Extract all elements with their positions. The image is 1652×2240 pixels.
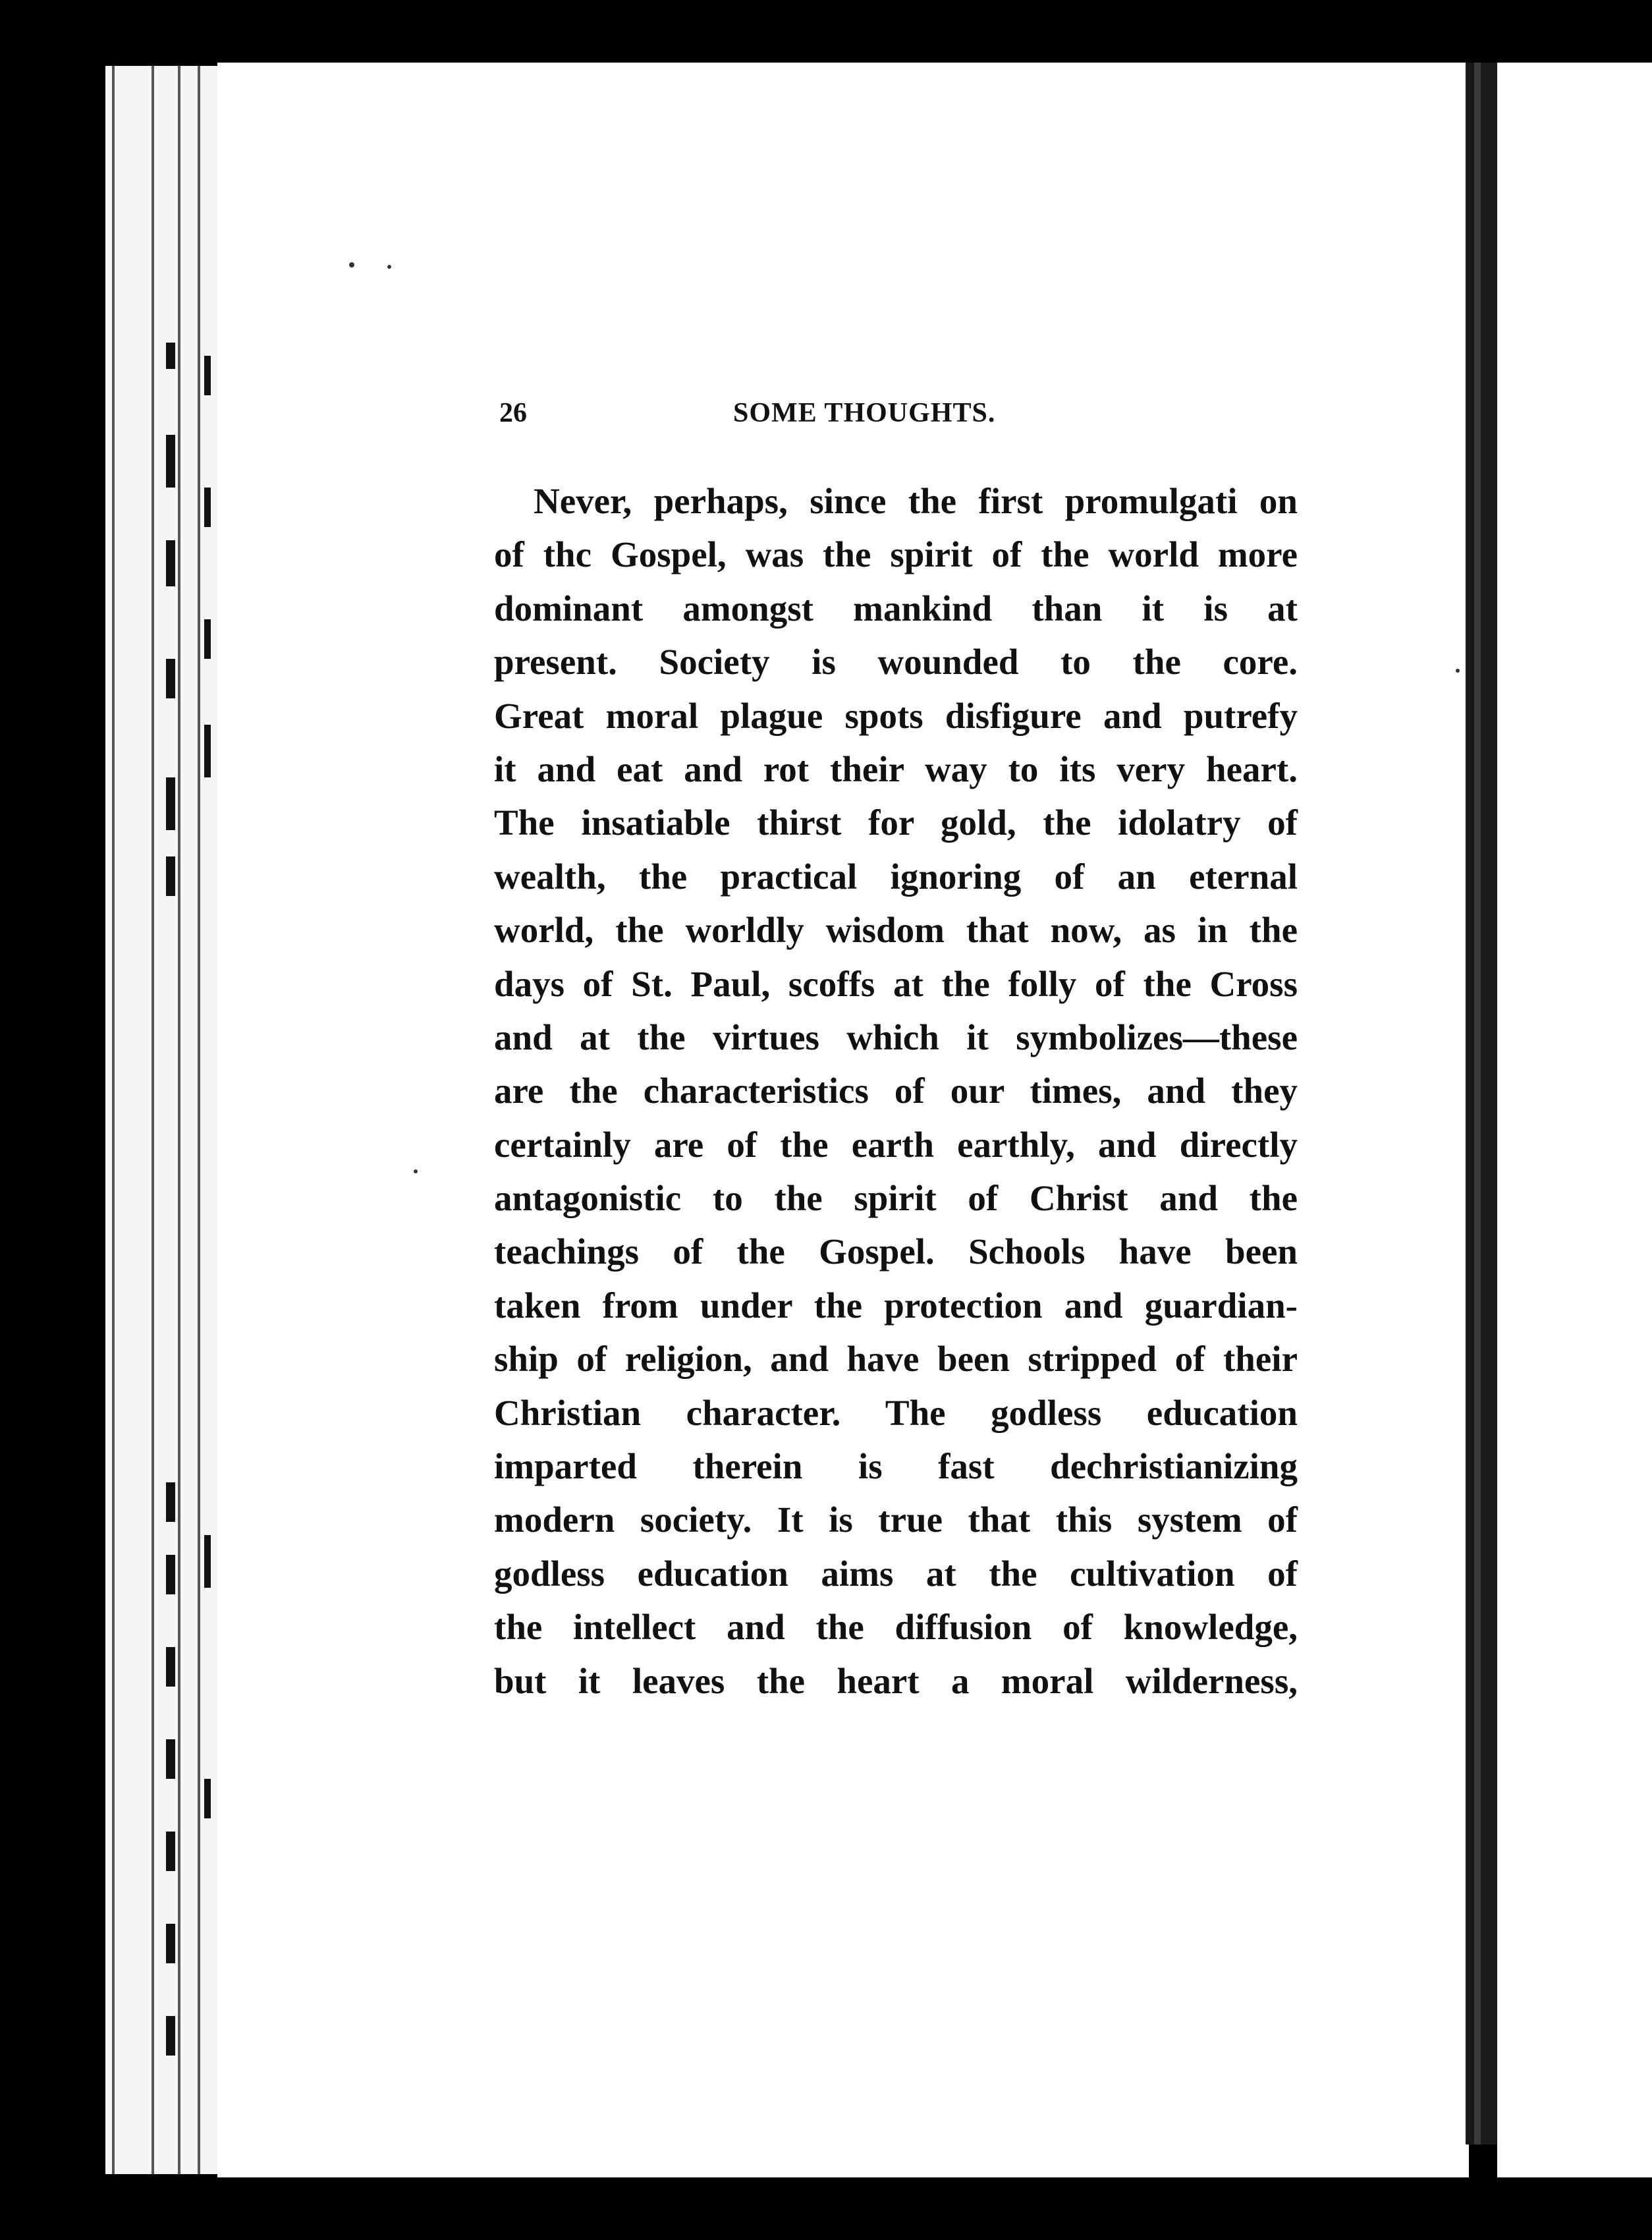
text-line: of thc Gospel, was the spirit of the world more — [494, 534, 1298, 575]
speck — [387, 265, 391, 269]
edge-line — [151, 66, 154, 2174]
edge-mark — [204, 1535, 211, 1588]
page-gutter-shade — [1474, 63, 1481, 2144]
text-line: Great moral plague spots disfigure and putrefy — [494, 695, 1298, 736]
text-line: wealth, the practical ignoring of an eternal — [494, 856, 1298, 897]
text-line: godless education aims at the cultivation of — [494, 1553, 1298, 1594]
text-line: teachings of the Gospel. Schools have been — [494, 1231, 1298, 1272]
text-line: imparted therein is fast dechristianizing — [494, 1446, 1298, 1487]
text-line: Christian character. The godless education — [494, 1392, 1298, 1433]
text-line: ship of religion, and have been stripped of their — [494, 1339, 1298, 1380]
page-edges — [105, 66, 224, 2174]
text-line: the intellect and the diffusion of knowledge, — [494, 1607, 1298, 1648]
page-gutter — [1466, 63, 1497, 2144]
edge-mark — [204, 488, 211, 527]
speck — [349, 262, 354, 267]
text-line: it and eat and rot their way to its very heart. — [494, 748, 1298, 789]
edge-mark — [166, 1924, 175, 1963]
edge-line — [112, 66, 115, 2174]
text-line: taken from under the protection and guardian- — [494, 1285, 1298, 1326]
edge-mark — [166, 1482, 175, 1522]
text-line: but it leaves the heart a moral wilderness, — [494, 1660, 1298, 1701]
facing-page-margin — [1497, 63, 1652, 2177]
page-header — [499, 397, 1033, 443]
edge-mark — [166, 1555, 175, 1594]
text-line: present. Society is wounded to the core. — [494, 642, 1298, 683]
page-number: 26 — [499, 398, 527, 428]
edge-mark — [204, 356, 211, 395]
edge-mark — [166, 1647, 175, 1687]
text-line: modern society. It is true that this system of — [494, 1499, 1298, 1540]
edge-mark — [166, 856, 175, 896]
text-line: Never, perhaps, since the first promulgati on — [534, 481, 1298, 521]
edge-mark — [166, 1832, 175, 1871]
edge-line — [178, 66, 180, 2174]
text-line: antagonistic to the spirit of Christ and the — [494, 1178, 1298, 1219]
edge-mark — [204, 725, 211, 777]
edge-line — [198, 66, 200, 2174]
edge-mark — [166, 540, 175, 586]
edge-mark — [166, 659, 175, 698]
edge-mark — [166, 343, 175, 369]
running-title: SOME THOUGHTS. — [733, 398, 996, 428]
edge-mark — [166, 777, 175, 830]
body-paragraph — [494, 474, 1298, 1708]
edge-mark — [166, 1739, 175, 1779]
text-line: The insatiable thirst for gold, the idolatry of — [494, 802, 1298, 843]
edge-mark — [166, 2016, 175, 2056]
edge-mark — [204, 619, 211, 659]
speck — [1456, 669, 1460, 673]
text-line: dominant amongst mankind than it is at — [494, 588, 1298, 629]
text-line: are the characteristics of our times, and they — [494, 1071, 1298, 1111]
speck — [414, 1169, 418, 1173]
text-line: and at the virtues which it symbolizes—these — [494, 1017, 1298, 1057]
text-line: certainly are of the earth earthly, and directly — [494, 1124, 1298, 1165]
text-line: world, the worldly wisdom that now, as in the — [494, 910, 1298, 951]
edge-mark — [204, 1779, 211, 1818]
edge-mark — [166, 435, 175, 488]
text-line: days of St. Paul, scoffs at the folly of the Cross — [494, 963, 1298, 1004]
